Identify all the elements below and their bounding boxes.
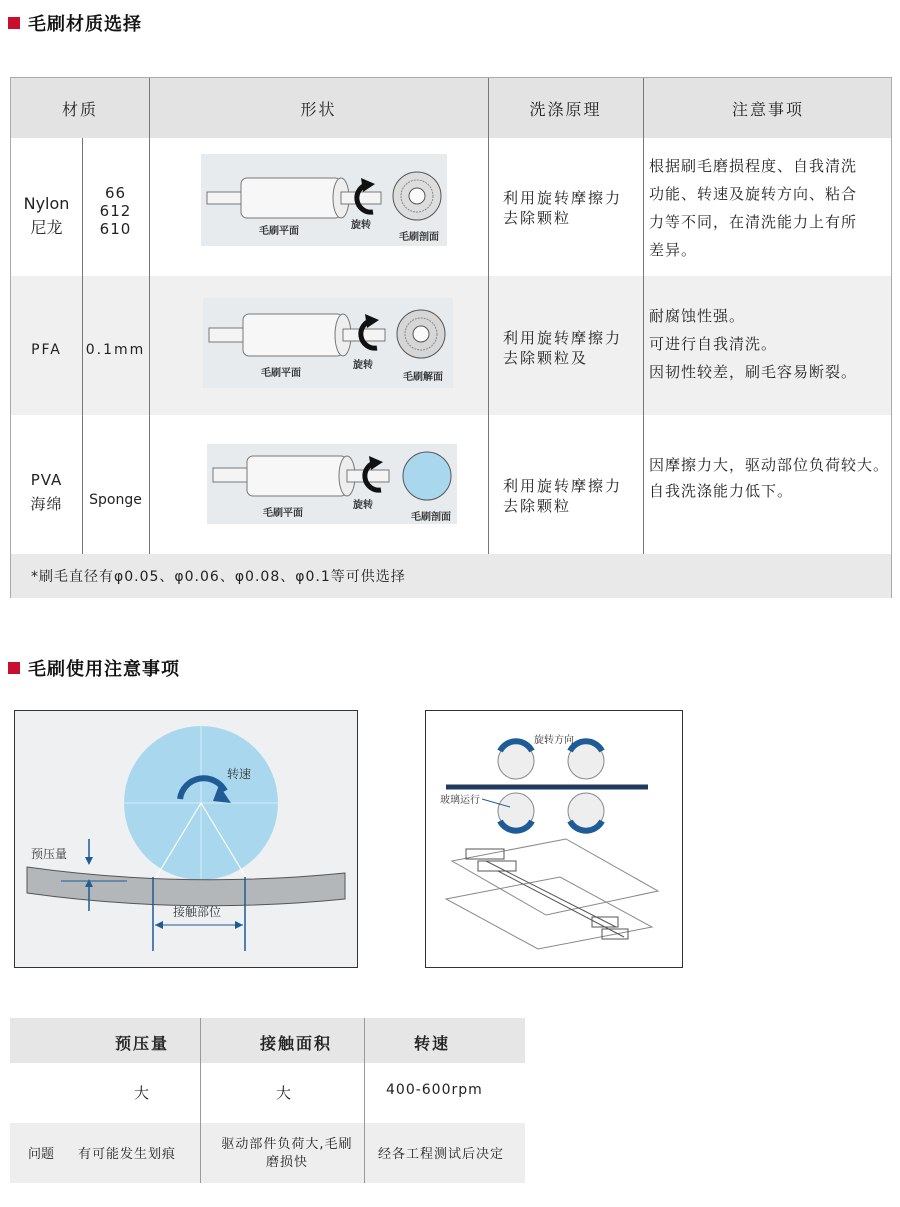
illus-label-section: 毛刷解面 [403, 372, 443, 383]
section-title-text: 毛刷使用注意事项 [28, 659, 180, 680]
principle-line: 去除颗粒 [503, 209, 572, 227]
divider [149, 78, 150, 554]
section-title-brush-material [8, 10, 142, 36]
material-name [11, 192, 82, 240]
principle-text [503, 476, 622, 516]
notes-text [649, 452, 889, 504]
illus-label-rotate: 旋转 [353, 360, 373, 371]
preload-value: 大 [134, 1084, 150, 1102]
header-contact-area: 接触面积 [260, 1034, 333, 1053]
note-line: 耐腐蚀性强。 [649, 307, 746, 325]
section-title-text: 毛刷材质选择 [28, 14, 142, 35]
note-line: 根据刷毛磨损程度、自我清洗 [649, 157, 858, 175]
divider [364, 1018, 365, 1183]
note-line: 差异。 [649, 241, 698, 259]
diameter-footnote: *刷毛直径有φ0.05、φ0.06、φ0.08、φ0.1等可供选择 [31, 569, 406, 585]
spec-value: 610 [99, 220, 132, 238]
principle-line: 利用旋转摩擦力 [503, 329, 623, 347]
press-amount-label: 预压量 [31, 847, 68, 861]
spec-value: Sponge [89, 492, 142, 508]
illus-label-section: 毛刷剖面 [399, 232, 439, 243]
brush-contact-diagram [14, 710, 358, 968]
brush-contact-illustration [15, 711, 357, 967]
header-notes: 注意事项 [731, 99, 804, 119]
note-line: 力等不同，在清洗能力上有所 [649, 213, 858, 231]
illus-label-flat: 毛刷平面 [261, 368, 301, 379]
divider [488, 78, 489, 554]
spec-value: 612 [99, 202, 132, 220]
brush-illustration [203, 298, 453, 388]
header-principle: 洗涤原理 [529, 99, 602, 119]
material-name [11, 468, 82, 516]
notes-text [649, 302, 857, 386]
brush-layout-illustration [426, 711, 682, 967]
contact-area-label: 接触部位 [173, 905, 222, 919]
header-shape: 形状 [300, 99, 337, 119]
header-speed: 转速 [414, 1034, 451, 1053]
illus-label-rotate: 旋转 [351, 220, 371, 231]
material-name-cn: 尼龙 [30, 218, 63, 237]
material-name-cn: 海绵 [30, 495, 63, 513]
illus-label-section: 毛刷剖面 [411, 512, 451, 523]
issue-line: 驱动部件负荷大,毛刷 [221, 1137, 353, 1152]
divider [643, 78, 644, 554]
notes-text [649, 152, 857, 264]
speed-issue: 经各工程测试后决定 [378, 1147, 505, 1162]
note-line: 功能、转速及旋转方向、粘合 [649, 185, 858, 203]
brush-layout-diagram [425, 710, 683, 968]
principle-text [503, 328, 622, 368]
speed-label: 转速 [227, 767, 252, 781]
speed-value: 400-600rpm [386, 1082, 483, 1098]
principle-line: 去除颗粒及 [503, 349, 589, 367]
glass-travel-label: 玻璃运行 [440, 795, 480, 806]
divider [200, 1018, 201, 1183]
material-table [10, 77, 892, 598]
material-spec [82, 340, 149, 360]
brush-illustration [201, 154, 447, 246]
material-spec [82, 184, 149, 238]
principle-line: 去除颗粒 [503, 497, 572, 515]
illus-label-flat: 毛刷平面 [263, 508, 303, 519]
rotation-direction-label: 旋转方向 [534, 735, 574, 746]
note-line: 自我洗涤能力低下。 [649, 482, 794, 500]
header-material: 材质 [61, 99, 98, 119]
spec-value: 0.1mm [85, 342, 146, 358]
material-name [11, 340, 82, 360]
issue-line: 磨损快 [265, 1155, 308, 1170]
note-line: 因韧性较差，刷毛容易断裂。 [649, 363, 858, 381]
section-marker-icon [8, 17, 20, 29]
note-line: 因摩擦力大，驱动部位负荷较大。 [649, 456, 890, 474]
contact-area-value: 大 [276, 1084, 292, 1102]
principle-line: 利用旋转摩擦力 [503, 189, 623, 207]
issue-label: 问题 [28, 1147, 55, 1162]
principle-line: 利用旋转摩擦力 [503, 477, 623, 495]
material-name-en: PFA [31, 342, 62, 358]
preload-issue: 有可能发生划痕 [78, 1147, 177, 1162]
material-spec [82, 490, 149, 510]
material-name-en: Nylon [23, 194, 70, 213]
section-title-brush-usage [8, 655, 180, 681]
section-marker-icon [8, 662, 20, 674]
usage-table [10, 1018, 525, 1183]
header-preload: 预压量 [115, 1034, 170, 1053]
brush-illustration [207, 444, 457, 524]
contact-area-issue [210, 1136, 364, 1172]
spec-value: 66 [104, 184, 127, 202]
principle-text [503, 188, 622, 228]
material-name-en: PVA [30, 471, 63, 489]
illus-label-flat: 毛刷平面 [259, 226, 299, 237]
note-line: 可进行自我清洗。 [649, 335, 778, 353]
illus-label-rotate: 旋转 [353, 500, 373, 511]
